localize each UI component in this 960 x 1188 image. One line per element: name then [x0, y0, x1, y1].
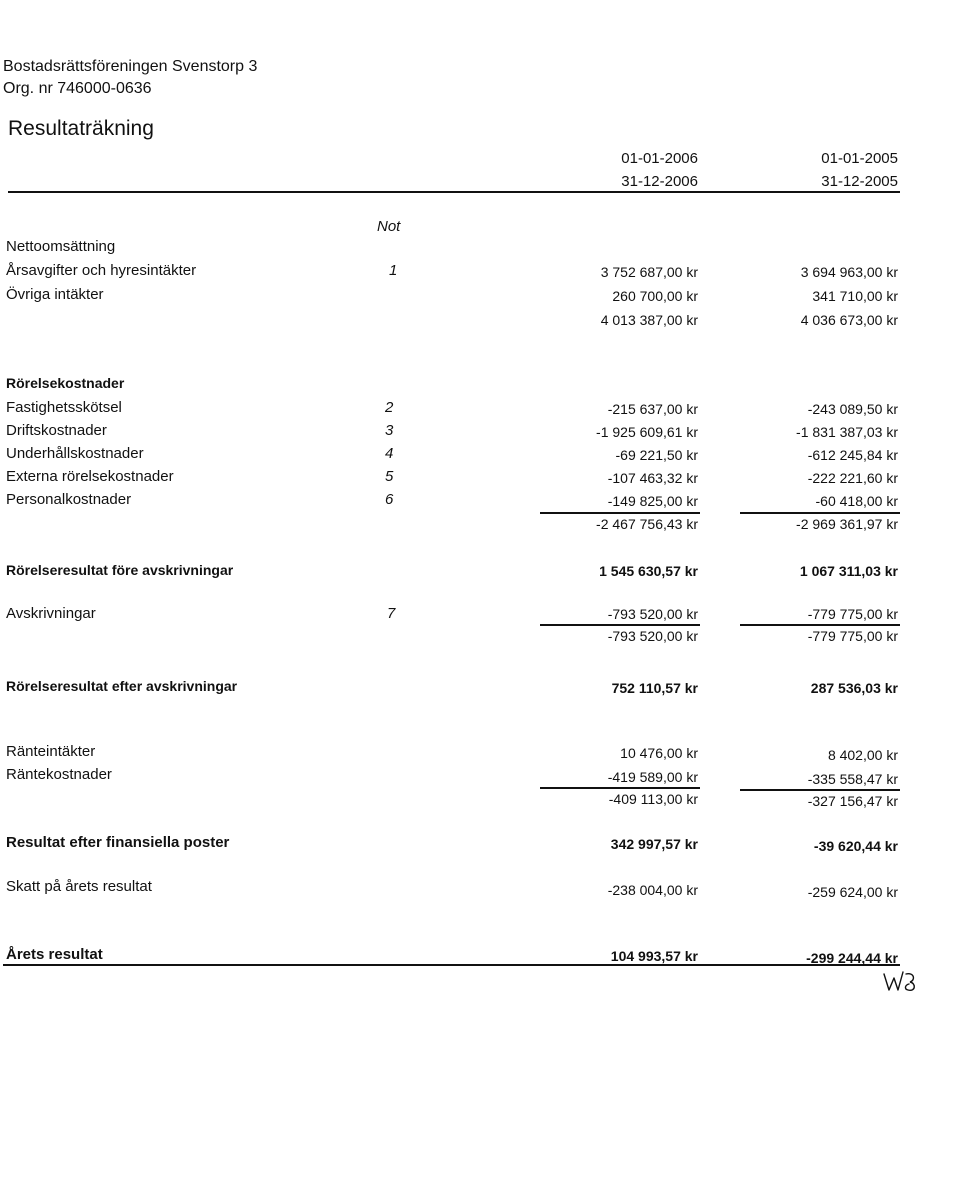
- row-externa-label: Externa rörelsekostnader: [6, 468, 174, 485]
- row-rantekostnader-2006: -419 589,00 kr: [607, 769, 698, 785]
- sum-finans-2006: -409 113,00 kr: [608, 791, 698, 807]
- period-2006-from: 01-01-2006: [621, 150, 698, 167]
- row-avskrivningar-2006: -793 520,00 kr: [607, 606, 698, 622]
- row-ranteintakter-2005: 8 402,00 kr: [827, 747, 898, 763]
- row-resultat-efter-2006: 752 110,57 kr: [611, 680, 698, 696]
- row-ovriga-2006: 260 700,00 kr: [612, 288, 698, 304]
- row-ovriga-label: Övriga intäkter: [6, 286, 104, 303]
- sum-finans-2005: -327 156,47 kr: [807, 793, 898, 809]
- row-underhall-label: Underhållskostnader: [6, 445, 144, 462]
- row-resultat-fore-2006: 1 545 630,57 kr: [599, 563, 698, 579]
- row-personal-note: 6: [385, 491, 394, 508]
- arets-resultat-rule: [3, 964, 900, 966]
- period-2005-from: 01-01-2005: [821, 150, 898, 167]
- row-underhall-2006: -69 221,50 kr: [615, 447, 698, 463]
- row-externa-note: 5: [385, 468, 394, 485]
- sum-line-finans-2006: [540, 787, 700, 789]
- row-driftskostnader-2006: -1 925 609,61 kr: [596, 424, 698, 440]
- period-2006-to: 31-12-2006: [621, 173, 698, 190]
- row-resultat-finans-label: Resultat efter finansiella poster: [6, 834, 230, 851]
- sum-line-avskr-2005: [740, 624, 900, 626]
- sum-line-kostnader-2006: [540, 512, 700, 514]
- section-nettoomsattning: Nettoomsättning: [6, 238, 116, 255]
- sum-line-finans-2005: [740, 789, 900, 791]
- row-driftskostnader-note: 3: [385, 422, 394, 439]
- row-avskrivningar-2005: -779 775,00 kr: [807, 606, 898, 622]
- row-skatt-2006: -238 004,00 kr: [607, 882, 698, 898]
- sum-line-kostnader-2005: [740, 512, 900, 514]
- row-externa-2005: -222 221,60 kr: [807, 470, 898, 486]
- row-rantekostnader-label: Räntekostnader: [6, 766, 112, 783]
- sum-avskr-2006: -793 520,00 kr: [607, 628, 698, 644]
- row-arsavgifter-2006: 3 752 687,00 kr: [600, 264, 698, 280]
- row-personal-2006: -149 825,00 kr: [607, 493, 698, 509]
- row-arets-resultat-2006: 104 993,57 kr: [610, 948, 698, 964]
- row-avskrivningar-note: 7: [387, 605, 396, 622]
- row-resultat-fore-label: Rörelseresultat före avskrivningar: [6, 562, 234, 578]
- handwritten-initials: [882, 968, 922, 996]
- sum-avskr-2005: -779 775,00 kr: [807, 628, 898, 644]
- row-resultat-efter-2005: 287 536,03 kr: [810, 680, 898, 696]
- row-skatt-label: Skatt på årets resultat: [6, 878, 152, 895]
- sum-kostnader-2006: -2 467 756,43 kr: [596, 516, 698, 532]
- row-arsavgifter-2005: 3 694 963,00 kr: [800, 264, 898, 280]
- row-resultat-finans-2006: 342 997,57 kr: [610, 836, 698, 852]
- row-underhall-2005: -612 245,84 kr: [807, 447, 898, 463]
- row-resultat-efter-label: Rörelseresultat efter avskrivningar: [6, 678, 238, 694]
- sum-kostnader-2005: -2 969 361,97 kr: [796, 516, 898, 532]
- header-rule: [8, 191, 900, 193]
- page-title: Resultaträkning: [8, 117, 154, 140]
- row-skatt-2005: -259 624,00 kr: [807, 884, 898, 900]
- sum-intakter-2006: 4 013 387,00 kr: [600, 312, 698, 328]
- sum-intakter-2005: 4 036 673,00 kr: [800, 312, 898, 328]
- section-rorelsekostnader: Rörelsekostnader: [6, 375, 125, 391]
- row-arsavgifter-label: Årsavgifter och hyresintäkter: [6, 262, 197, 279]
- row-resultat-fore-2005: 1 067 311,03 kr: [799, 563, 898, 579]
- row-driftskostnader-label: Driftskostnader: [6, 422, 107, 439]
- row-arsavgifter-note: 1: [389, 262, 398, 279]
- row-resultat-finans-2005: -39 620,44 kr: [813, 838, 898, 854]
- row-ranteintakter-label: Ränteintäkter: [6, 743, 96, 760]
- association-name: Bostadsrättsföreningen Svenstorp 3: [3, 58, 258, 75]
- row-arets-resultat-2005: -299 244,44 kr: [806, 950, 898, 966]
- row-ranteintakter-2006: 10 476,00 kr: [620, 745, 698, 761]
- row-personal-2005: -60 418,00 kr: [815, 493, 898, 509]
- row-rantekostnader-2005: -335 558,47 kr: [807, 771, 898, 787]
- row-externa-2006: -107 463,32 kr: [607, 470, 698, 486]
- row-fastighetsskotsel-note: 2: [385, 399, 394, 416]
- row-arets-resultat-label: Årets resultat: [6, 946, 103, 963]
- row-fastighetsskotsel-2006: -215 637,00 kr: [607, 401, 698, 417]
- org-number: Org. nr 746000-0636: [3, 80, 152, 97]
- row-personal-label: Personalkostnader: [6, 491, 132, 508]
- row-underhall-note: 4: [385, 445, 394, 462]
- row-ovriga-2005: 341 710,00 kr: [812, 288, 898, 304]
- note-column-header: Not: [377, 218, 401, 235]
- sum-line-avskr-2006: [540, 624, 700, 626]
- row-driftskostnader-2005: -1 831 387,03 kr: [796, 424, 898, 440]
- row-avskrivningar-label: Avskrivningar: [6, 605, 96, 622]
- period-2005-to: 31-12-2005: [821, 173, 898, 190]
- row-fastighetsskotsel-2005: -243 089,50 kr: [807, 401, 898, 417]
- row-fastighetsskotsel-label: Fastighetsskötsel: [6, 399, 122, 416]
